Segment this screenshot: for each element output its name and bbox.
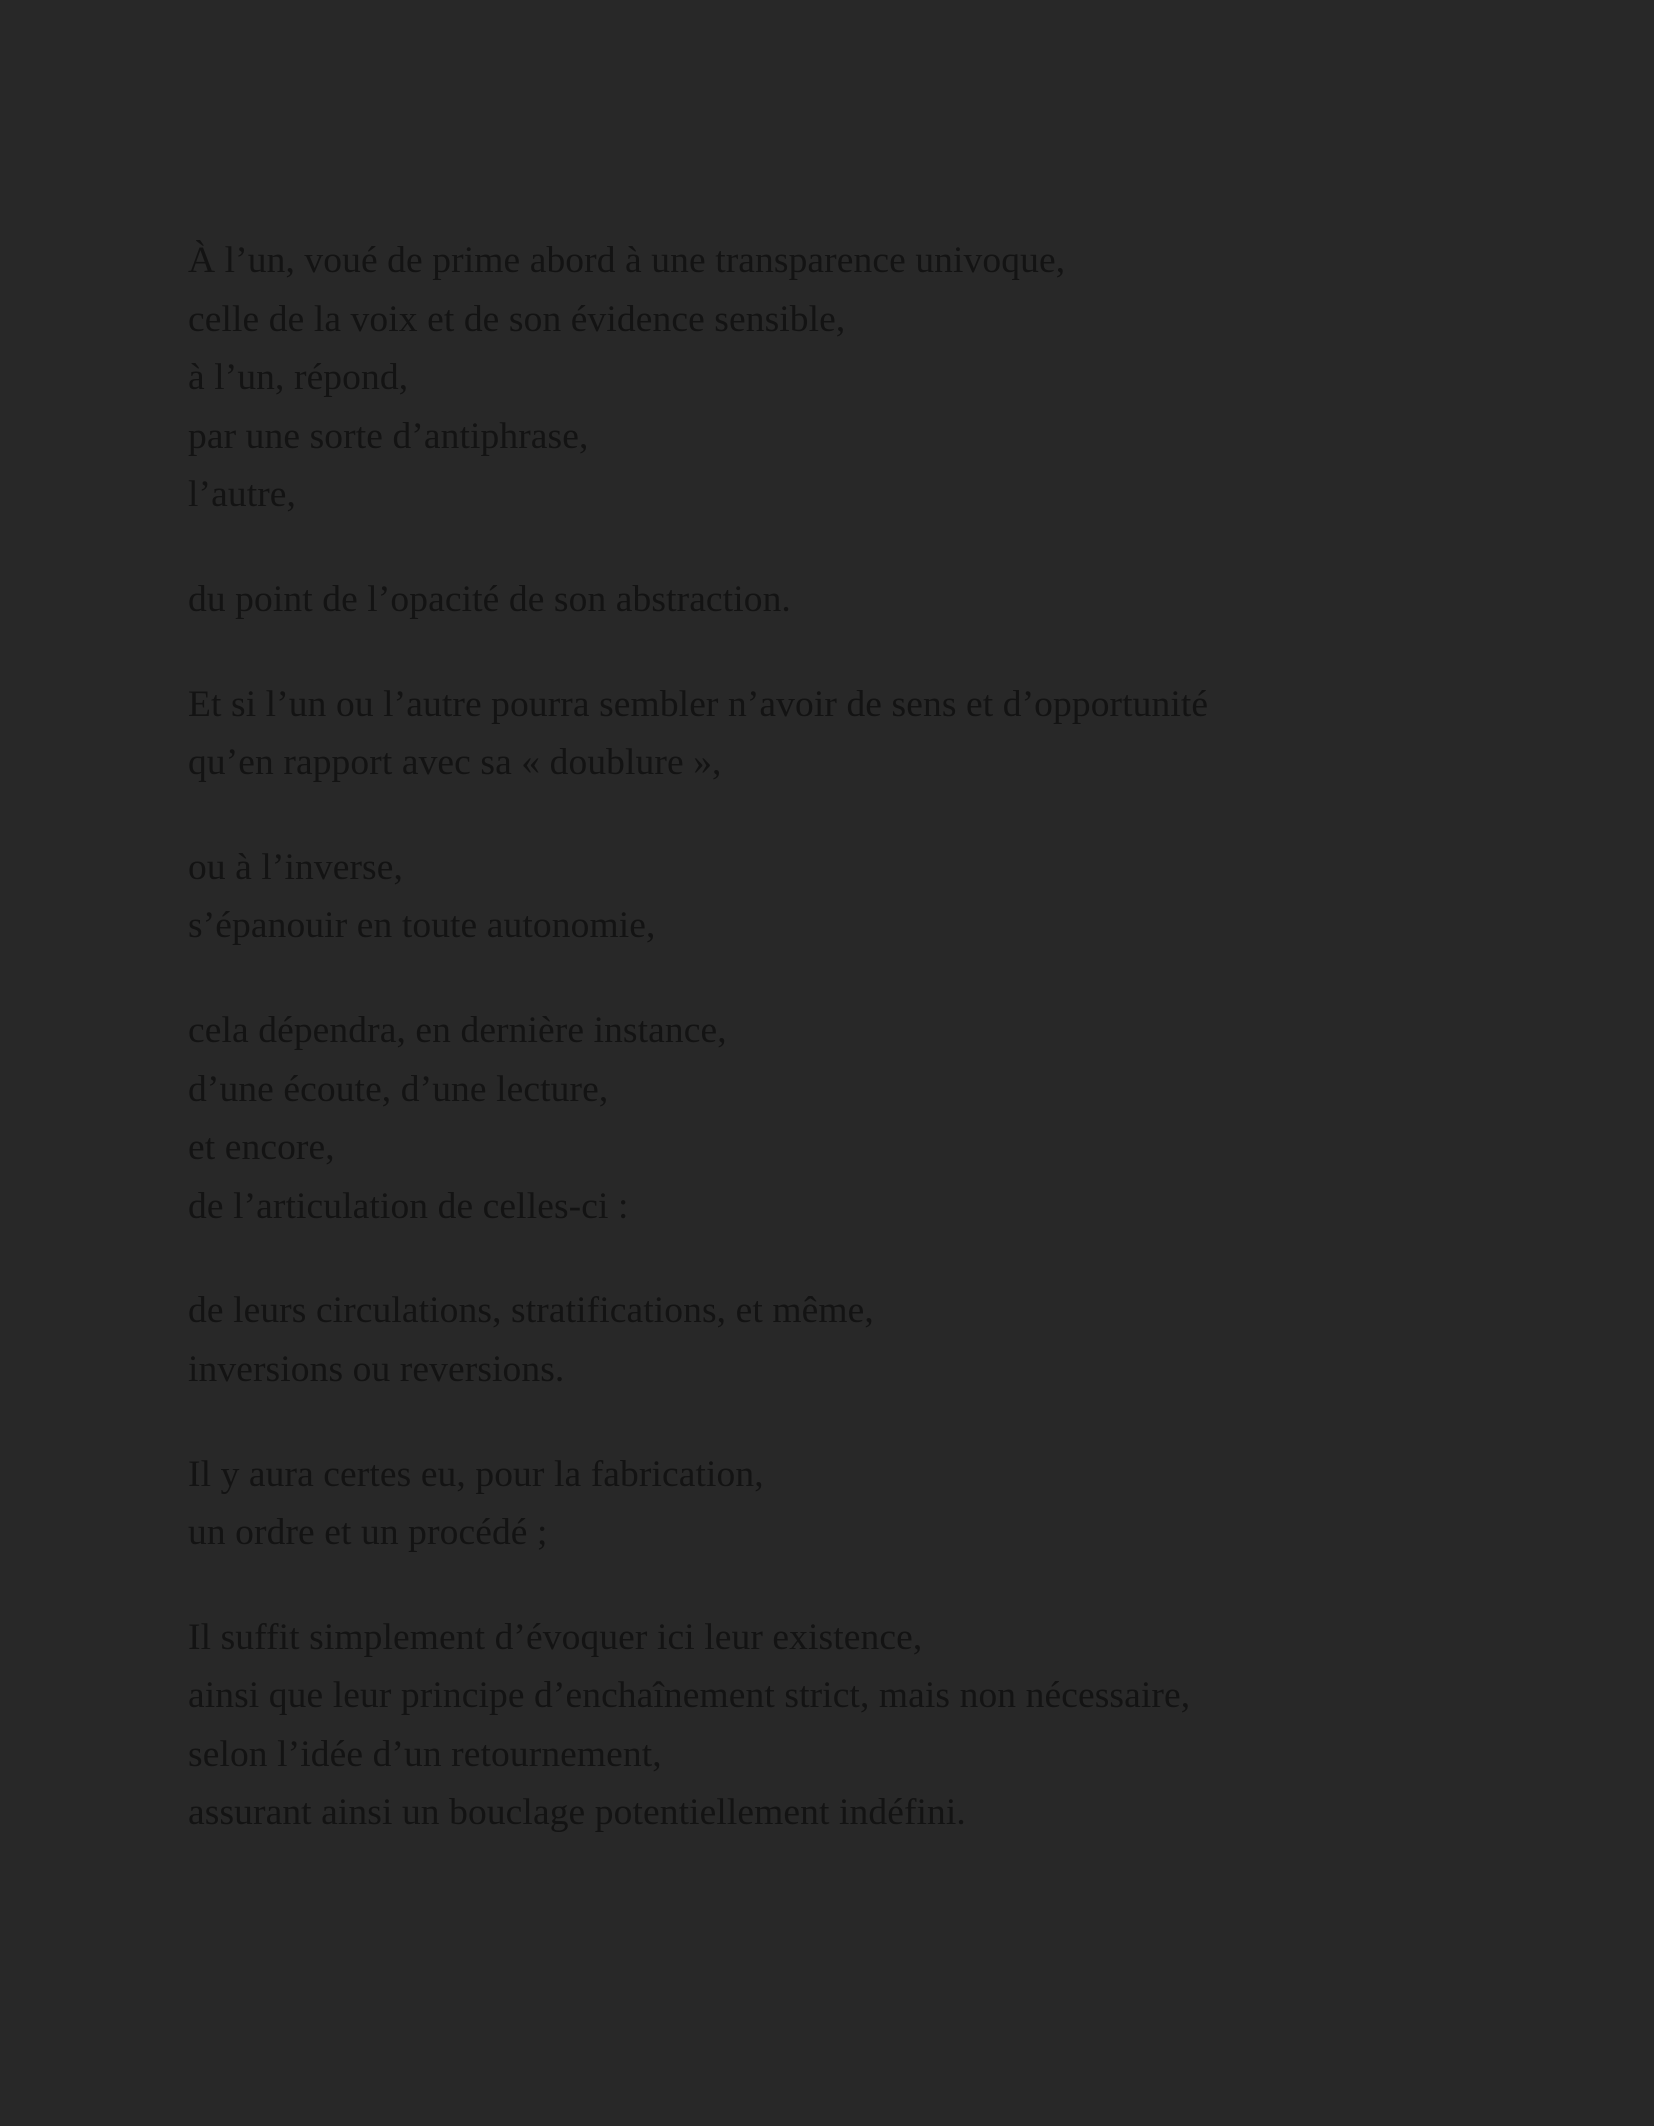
- poem-stanza: [188, 232, 1508, 525]
- poem-line: cela dépendra, en dernière instance,: [188, 1009, 727, 1051]
- poem-stanza: [188, 571, 1508, 630]
- poem-line: Il y aura certes eu, pour la fabrication,: [188, 1453, 764, 1495]
- poem-line: à l’un, répond,: [188, 357, 409, 399]
- poem-line: du point de l’opacité de son abstraction.: [188, 578, 791, 620]
- poem-stanza: [188, 839, 1508, 956]
- poem-stanza: [188, 1282, 1508, 1399]
- poem-line: d’une écoute, d’une lecture,: [188, 1068, 609, 1110]
- poem-line: un ordre et un procédé ;: [188, 1512, 548, 1554]
- poem-stanza: [188, 1609, 1508, 1843]
- poem-stanza: [188, 1446, 1508, 1563]
- poem-line: de l’articulation de celles-ci :: [188, 1185, 629, 1227]
- poem-line: qu’en rapport avec sa « doublure »,: [188, 742, 722, 784]
- poem-line: de leurs circulations, stratifications, et même,: [188, 1290, 874, 1332]
- poem-stanza: [188, 676, 1508, 793]
- poem-line: À l’un, voué de prime abord à une transparence univoque,: [188, 240, 1066, 281]
- poem-line: par une sorte d’antiphrase,: [188, 415, 589, 457]
- poem-line: et encore,: [188, 1127, 335, 1169]
- poem-line: inversions ou reversions.: [188, 1348, 565, 1390]
- poem-line: ou à l’inverse,: [188, 846, 403, 888]
- poem-line: Il suffit simplement d’évoquer ici leur existence,: [188, 1616, 923, 1658]
- poem-line: Et si l’un ou l’autre pourra sembler n’avoir de sens et d’opportunité: [188, 683, 1209, 725]
- poem-stanza: [188, 1002, 1508, 1236]
- poem-text-block: [188, 232, 1508, 1843]
- poem-line: assurant ainsi un bouclage potentiellement indéfini.: [188, 1792, 966, 1834]
- poem-line: selon l’idée d’un retournement,: [188, 1733, 662, 1775]
- poem-line: s’épanouir en toute autonomie,: [188, 905, 656, 947]
- poem-line: celle de la voix et de son évidence sensible,: [188, 298, 846, 340]
- poem-line: l’autre,: [188, 474, 297, 516]
- poem-line: ainsi que leur principe d’enchaînement strict, mais non nécessaire,: [188, 1675, 1191, 1717]
